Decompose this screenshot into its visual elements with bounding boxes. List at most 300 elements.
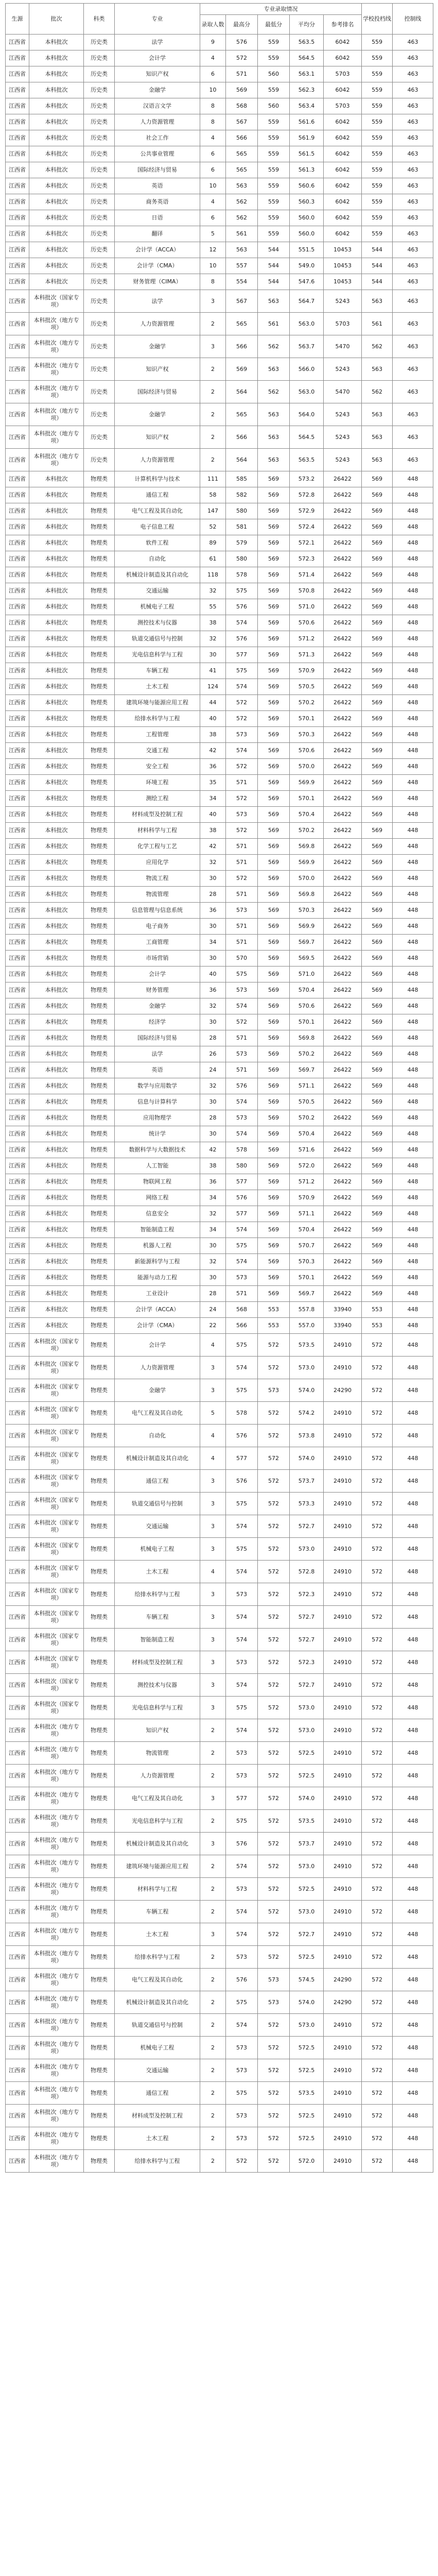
cell-batch: 本科批次（国家专项） xyxy=(29,1538,84,1561)
cell-major: 物联网工程 xyxy=(115,1174,200,1190)
cell-highest: 580 xyxy=(226,503,258,519)
cell-average: 570.6 xyxy=(290,615,324,631)
cell-lowest: 572 xyxy=(258,2059,290,2082)
cell-plan: 3 xyxy=(200,1606,226,1629)
table-row xyxy=(6,1470,433,1493)
cell-major: 机械设计制造及其自动化 xyxy=(115,567,200,583)
cell-batch: 本科批次 xyxy=(29,839,84,855)
table-row xyxy=(6,1606,433,1629)
table-row xyxy=(6,114,433,130)
cell-rank: 26422 xyxy=(324,839,362,855)
cell-school-line: 572 xyxy=(362,1810,393,1833)
cell-batch: 本科批次 xyxy=(29,919,84,935)
cell-school-line: 569 xyxy=(362,1190,393,1206)
table-row xyxy=(6,1742,433,1765)
cell-average: 573.2 xyxy=(290,471,324,487)
cell-batch: 本科批次 xyxy=(29,567,84,583)
cell-major: 土木工程 xyxy=(115,1923,200,1946)
cell-highest: 571 xyxy=(226,919,258,935)
cell-plan: 30 xyxy=(200,1014,226,1030)
cell-province: 江西省 xyxy=(6,1014,29,1030)
cell-control-line: 448 xyxy=(393,1126,433,1142)
cell-school-line: 563 xyxy=(362,403,393,426)
cell-lowest: 569 xyxy=(258,1206,290,1222)
cell-control-line: 448 xyxy=(393,775,433,791)
cell-plan: 3 xyxy=(200,1697,226,1719)
cell-average: 573.0 xyxy=(290,1697,324,1719)
cell-school-line: 562 xyxy=(362,381,393,403)
cell-control-line: 463 xyxy=(393,358,433,381)
cell-average: 574.2 xyxy=(290,1402,324,1425)
cell-highest: 563 xyxy=(226,178,258,194)
cell-rank: 24910 xyxy=(324,1855,362,1878)
cell-lowest: 562 xyxy=(258,381,290,403)
cell-subject: 物理类 xyxy=(84,1969,115,1991)
cell-average: 571.1 xyxy=(290,1206,324,1222)
table-row xyxy=(6,1515,433,1538)
cell-highest: 571 xyxy=(226,66,258,82)
cell-province: 江西省 xyxy=(6,967,29,982)
cell-highest: 576 xyxy=(226,1190,258,1206)
cell-school-line: 569 xyxy=(362,1270,393,1286)
cell-plan: 124 xyxy=(200,679,226,695)
cell-highest: 568 xyxy=(226,98,258,114)
cell-rank: 26422 xyxy=(324,871,362,887)
cell-lowest: 563 xyxy=(258,290,290,313)
cell-batch: 本科批次 xyxy=(29,1142,84,1158)
cell-province: 江西省 xyxy=(6,1158,29,1174)
cell-average: 563.7 xyxy=(290,335,324,358)
cell-subject: 物理类 xyxy=(84,919,115,935)
cell-lowest: 569 xyxy=(258,1126,290,1142)
cell-average: 570.1 xyxy=(290,711,324,727)
table-row xyxy=(6,567,433,583)
cell-control-line: 448 xyxy=(393,471,433,487)
cell-average: 572.7 xyxy=(290,1923,324,1946)
table-row xyxy=(6,1697,433,1719)
cell-plan: 42 xyxy=(200,839,226,855)
cell-plan: 24 xyxy=(200,1302,226,1318)
cell-subject: 物理类 xyxy=(84,503,115,519)
cell-major: 财务管理（CIMA） xyxy=(115,274,200,290)
header-province: 生源 xyxy=(6,4,29,35)
cell-control-line: 448 xyxy=(393,519,433,535)
cell-average: 571.2 xyxy=(290,1174,324,1190)
cell-province: 江西省 xyxy=(6,1629,29,1651)
cell-major: 化学工程与工艺 xyxy=(115,839,200,855)
cell-lowest: 560 xyxy=(258,98,290,114)
cell-subject: 历史类 xyxy=(84,130,115,146)
cell-major: 市场营销 xyxy=(115,951,200,967)
cell-highest: 575 xyxy=(226,2082,258,2105)
cell-rank: 26422 xyxy=(324,647,362,663)
cell-school-line: 569 xyxy=(362,471,393,487)
cell-subject: 物理类 xyxy=(84,1318,115,1334)
cell-subject: 物理类 xyxy=(84,1402,115,1425)
table-row xyxy=(6,903,433,919)
cell-control-line: 448 xyxy=(393,743,433,759)
cell-highest: 570 xyxy=(226,951,258,967)
cell-batch: 本科批次 xyxy=(29,146,84,162)
cell-lowest: 569 xyxy=(258,807,290,823)
cell-subject: 物理类 xyxy=(84,1493,115,1515)
cell-highest: 564 xyxy=(226,449,258,471)
cell-rank: 26422 xyxy=(324,1254,362,1270)
cell-highest: 568 xyxy=(226,1302,258,1318)
table-row xyxy=(6,519,433,535)
cell-control-line: 448 xyxy=(393,1190,433,1206)
cell-major: 给排水科学与工程 xyxy=(115,2150,200,2173)
cell-highest: 574 xyxy=(226,2014,258,2037)
cell-major: 英语 xyxy=(115,1062,200,1078)
cell-highest: 574 xyxy=(226,679,258,695)
cell-province: 江西省 xyxy=(6,615,29,631)
cell-average: 570.5 xyxy=(290,679,324,695)
cell-average: 572.5 xyxy=(290,2127,324,2150)
cell-plan: 2 xyxy=(200,426,226,449)
cell-plan: 10 xyxy=(200,82,226,98)
cell-rank: 26422 xyxy=(324,1238,362,1254)
cell-rank: 26422 xyxy=(324,935,362,951)
cell-lowest: 569 xyxy=(258,967,290,982)
cell-rank: 26422 xyxy=(324,807,362,823)
cell-province: 江西省 xyxy=(6,599,29,615)
cell-major: 能源与动力工程 xyxy=(115,1270,200,1286)
cell-subject: 物理类 xyxy=(84,1238,115,1254)
table-row xyxy=(6,887,433,903)
cell-school-line: 572 xyxy=(362,1923,393,1946)
cell-rank: 24910 xyxy=(324,1697,362,1719)
cell-highest: 580 xyxy=(226,551,258,567)
table-row xyxy=(6,695,433,711)
cell-province: 江西省 xyxy=(6,2127,29,2150)
cell-subject: 物理类 xyxy=(84,1126,115,1142)
cell-plan: 36 xyxy=(200,982,226,998)
cell-subject: 物理类 xyxy=(84,2082,115,2105)
cell-control-line: 448 xyxy=(393,1470,433,1493)
cell-plan: 3 xyxy=(200,1583,226,1606)
cell-major: 会计学 xyxy=(115,1334,200,1357)
cell-major: 机器人工程 xyxy=(115,1238,200,1254)
cell-highest: 575 xyxy=(226,1538,258,1561)
cell-control-line: 448 xyxy=(393,1286,433,1302)
cell-rank: 24910 xyxy=(324,1425,362,1447)
cell-batch: 本科批次 xyxy=(29,631,84,647)
cell-rank: 5243 xyxy=(324,290,362,313)
cell-control-line: 448 xyxy=(393,951,433,967)
cell-highest: 571 xyxy=(226,1030,258,1046)
cell-highest: 571 xyxy=(226,935,258,951)
cell-lowest: 572 xyxy=(258,2037,290,2059)
cell-highest: 578 xyxy=(226,1402,258,1425)
cell-control-line: 448 xyxy=(393,1425,433,1447)
table-row xyxy=(6,679,433,695)
cell-control-line: 463 xyxy=(393,335,433,358)
cell-province: 江西省 xyxy=(6,1561,29,1583)
cell-average: 563.1 xyxy=(290,66,324,82)
cell-major: 材料成型及控制工程 xyxy=(115,1651,200,1674)
cell-school-line: 569 xyxy=(362,679,393,695)
cell-school-line: 569 xyxy=(362,775,393,791)
cell-batch: 本科批次（地方专项） xyxy=(29,1810,84,1833)
cell-average: 571.1 xyxy=(290,1078,324,1094)
cell-rank: 24910 xyxy=(324,2082,362,2105)
cell-highest: 566 xyxy=(226,1318,258,1334)
cell-subject: 物理类 xyxy=(84,871,115,887)
cell-major: 电子商务 xyxy=(115,919,200,935)
table-row xyxy=(6,1447,433,1470)
cell-rank: 24910 xyxy=(324,1493,362,1515)
cell-rank: 26422 xyxy=(324,919,362,935)
cell-province: 江西省 xyxy=(6,519,29,535)
cell-rank: 5243 xyxy=(324,403,362,426)
cell-province: 江西省 xyxy=(6,162,29,178)
cell-major: 新能源科学与工程 xyxy=(115,1254,200,1270)
table-row xyxy=(6,66,433,82)
cell-highest: 578 xyxy=(226,1142,258,1158)
cell-lowest: 569 xyxy=(258,1254,290,1270)
cell-average: 572.7 xyxy=(290,1674,324,1697)
cell-subject: 物理类 xyxy=(84,1538,115,1561)
table-row xyxy=(6,1425,433,1447)
cell-school-line: 544 xyxy=(362,274,393,290)
cell-batch: 本科批次 xyxy=(29,998,84,1014)
cell-province: 江西省 xyxy=(6,2059,29,2082)
cell-school-line: 572 xyxy=(362,1855,393,1878)
cell-highest: 573 xyxy=(226,1651,258,1674)
cell-control-line: 448 xyxy=(393,663,433,679)
cell-province: 江西省 xyxy=(6,1901,29,1923)
cell-batch: 本科批次 xyxy=(29,1206,84,1222)
cell-province: 江西省 xyxy=(6,998,29,1014)
cell-rank: 26422 xyxy=(324,743,362,759)
cell-batch: 本科批次 xyxy=(29,615,84,631)
cell-plan: 2 xyxy=(200,2127,226,2150)
cell-control-line: 448 xyxy=(393,1094,433,1110)
cell-lowest: 569 xyxy=(258,1174,290,1190)
cell-batch: 本科批次 xyxy=(29,35,84,50)
cell-subject: 物理类 xyxy=(84,2037,115,2059)
cell-highest: 574 xyxy=(226,1357,258,1379)
cell-plan: 9 xyxy=(200,35,226,50)
cell-batch: 本科批次 xyxy=(29,1094,84,1110)
cell-subject: 物理类 xyxy=(84,487,115,503)
cell-province: 江西省 xyxy=(6,823,29,839)
cell-plan: 2 xyxy=(200,2014,226,2037)
cell-control-line: 463 xyxy=(393,114,433,130)
cell-major: 知识产权 xyxy=(115,358,200,381)
cell-average: 572.0 xyxy=(290,2150,324,2173)
cell-plan: 3 xyxy=(200,1787,226,1810)
cell-school-line: 569 xyxy=(362,1014,393,1030)
cell-batch: 本科批次（地方专项） xyxy=(29,2105,84,2127)
table-row xyxy=(6,1190,433,1206)
cell-lowest: 559 xyxy=(258,178,290,194)
cell-major: 测控技术与仪器 xyxy=(115,1674,200,1697)
cell-lowest: 569 xyxy=(258,1222,290,1238)
cell-highest: 576 xyxy=(226,1470,258,1493)
cell-batch: 本科批次 xyxy=(29,1078,84,1094)
cell-batch: 本科批次（地方专项） xyxy=(29,2150,84,2173)
cell-highest: 573 xyxy=(226,1765,258,1787)
cell-rank: 26422 xyxy=(324,887,362,903)
cell-rank: 26422 xyxy=(324,1062,362,1078)
cell-plan: 3 xyxy=(200,1357,226,1379)
cell-major: 知识产权 xyxy=(115,66,200,82)
cell-subject: 物理类 xyxy=(84,551,115,567)
cell-control-line: 463 xyxy=(393,178,433,194)
cell-average: 572.8 xyxy=(290,1561,324,1583)
cell-average: 563.4 xyxy=(290,98,324,114)
cell-lowest: 553 xyxy=(258,1318,290,1334)
cell-batch: 本科批次（地方专项） xyxy=(29,449,84,471)
table-row xyxy=(6,631,433,647)
cell-plan: 30 xyxy=(200,1238,226,1254)
cell-subject: 物理类 xyxy=(84,1901,115,1923)
cell-rank: 5703 xyxy=(324,66,362,82)
cell-plan: 34 xyxy=(200,791,226,807)
cell-control-line: 448 xyxy=(393,1719,433,1742)
cell-school-line: 569 xyxy=(362,1030,393,1046)
cell-batch: 本科批次 xyxy=(29,1014,84,1030)
cell-control-line: 448 xyxy=(393,2059,433,2082)
cell-control-line: 448 xyxy=(393,567,433,583)
cell-control-line: 448 xyxy=(393,1174,433,1190)
cell-major: 光电信息科学与工程 xyxy=(115,647,200,663)
cell-province: 江西省 xyxy=(6,403,29,426)
cell-lowest: 569 xyxy=(258,1094,290,1110)
cell-control-line: 448 xyxy=(393,2037,433,2059)
cell-batch: 本科批次（国家专项） xyxy=(29,1697,84,1719)
cell-province: 江西省 xyxy=(6,146,29,162)
cell-control-line: 448 xyxy=(393,1158,433,1174)
cell-school-line: 569 xyxy=(362,487,393,503)
cell-major: 金融学 xyxy=(115,1379,200,1402)
cell-batch: 本科批次（国家专项） xyxy=(29,1629,84,1651)
cell-highest: 573 xyxy=(226,1110,258,1126)
cell-control-line: 448 xyxy=(393,695,433,711)
cell-control-line: 448 xyxy=(393,1606,433,1629)
cell-subject: 物理类 xyxy=(84,1158,115,1174)
cell-highest: 577 xyxy=(226,647,258,663)
cell-batch: 本科批次（地方专项） xyxy=(29,2127,84,2150)
cell-province: 江西省 xyxy=(6,1583,29,1606)
cell-average: 570.4 xyxy=(290,982,324,998)
cell-batch: 本科批次 xyxy=(29,226,84,242)
cell-average: 560.3 xyxy=(290,194,324,210)
table-row xyxy=(6,599,433,615)
cell-province: 江西省 xyxy=(6,1046,29,1062)
cell-province: 江西省 xyxy=(6,1855,29,1878)
cell-lowest: 559 xyxy=(258,130,290,146)
cell-highest: 574 xyxy=(226,1606,258,1629)
cell-batch: 本科批次（地方专项） xyxy=(29,313,84,335)
cell-highest: 573 xyxy=(226,2059,258,2082)
cell-plan: 38 xyxy=(200,615,226,631)
cell-school-line: 572 xyxy=(362,1561,393,1583)
cell-school-line: 569 xyxy=(362,647,393,663)
cell-plan: 2 xyxy=(200,1878,226,1901)
cell-highest: 575 xyxy=(226,1493,258,1515)
cell-highest: 577 xyxy=(226,1174,258,1190)
table-row xyxy=(6,1014,433,1030)
cell-province: 江西省 xyxy=(6,449,29,471)
cell-plan: 40 xyxy=(200,807,226,823)
cell-plan: 30 xyxy=(200,1126,226,1142)
table-row xyxy=(6,967,433,982)
table-row xyxy=(6,35,433,50)
cell-school-line: 569 xyxy=(362,998,393,1014)
cell-school-line: 572 xyxy=(362,1674,393,1697)
cell-average: 574.0 xyxy=(290,1991,324,2014)
cell-control-line: 463 xyxy=(393,82,433,98)
cell-subject: 物理类 xyxy=(84,1447,115,1470)
cell-average: 561.6 xyxy=(290,114,324,130)
cell-major: 法学 xyxy=(115,1046,200,1062)
cell-lowest: 562 xyxy=(258,335,290,358)
cell-average: 573.0 xyxy=(290,1538,324,1561)
cell-rank: 6042 xyxy=(324,210,362,226)
cell-subject: 历史类 xyxy=(84,313,115,335)
cell-subject: 物理类 xyxy=(84,695,115,711)
cell-average: 564.5 xyxy=(290,50,324,66)
cell-rank: 24910 xyxy=(324,1742,362,1765)
cell-province: 江西省 xyxy=(6,551,29,567)
cell-control-line: 463 xyxy=(393,146,433,162)
table-row xyxy=(6,1765,433,1787)
header-lowest: 最低分 xyxy=(258,15,290,35)
cell-highest: 573 xyxy=(226,982,258,998)
cell-average: 572.5 xyxy=(290,2105,324,2127)
cell-batch: 本科批次 xyxy=(29,663,84,679)
cell-lowest: 572 xyxy=(258,1878,290,1901)
cell-average: 570.2 xyxy=(290,695,324,711)
cell-lowest: 559 xyxy=(258,35,290,50)
table-row xyxy=(6,951,433,967)
cell-average: 570.2 xyxy=(290,1110,324,1126)
cell-lowest: 569 xyxy=(258,951,290,967)
cell-major: 商务英语 xyxy=(115,194,200,210)
cell-rank: 6042 xyxy=(324,178,362,194)
cell-control-line: 448 xyxy=(393,1302,433,1318)
cell-major: 交通运输 xyxy=(115,583,200,599)
cell-lowest: 572 xyxy=(258,1402,290,1425)
cell-highest: 572 xyxy=(226,50,258,66)
cell-major: 材料科学与工程 xyxy=(115,823,200,839)
cell-subject: 物理类 xyxy=(84,1030,115,1046)
cell-batch: 本科批次 xyxy=(29,759,84,775)
cell-major: 计算机科学与技术 xyxy=(115,471,200,487)
cell-subject: 物理类 xyxy=(84,2059,115,2082)
cell-subject: 物理类 xyxy=(84,1222,115,1238)
cell-highest: 562 xyxy=(226,210,258,226)
cell-province: 江西省 xyxy=(6,1923,29,1946)
cell-school-line: 563 xyxy=(362,358,393,381)
cell-school-line: 569 xyxy=(362,1238,393,1254)
cell-control-line: 448 xyxy=(393,1833,433,1855)
cell-province: 江西省 xyxy=(6,274,29,290)
cell-province: 江西省 xyxy=(6,567,29,583)
cell-plan: 41 xyxy=(200,663,226,679)
cell-rank: 5243 xyxy=(324,358,362,381)
cell-average: 572.5 xyxy=(290,2037,324,2059)
cell-major: 金融学 xyxy=(115,403,200,426)
cell-plan: 118 xyxy=(200,567,226,583)
cell-province: 江西省 xyxy=(6,887,29,903)
cell-major: 信息安全 xyxy=(115,1206,200,1222)
cell-control-line: 448 xyxy=(393,1238,433,1254)
cell-plan: 2 xyxy=(200,1765,226,1787)
